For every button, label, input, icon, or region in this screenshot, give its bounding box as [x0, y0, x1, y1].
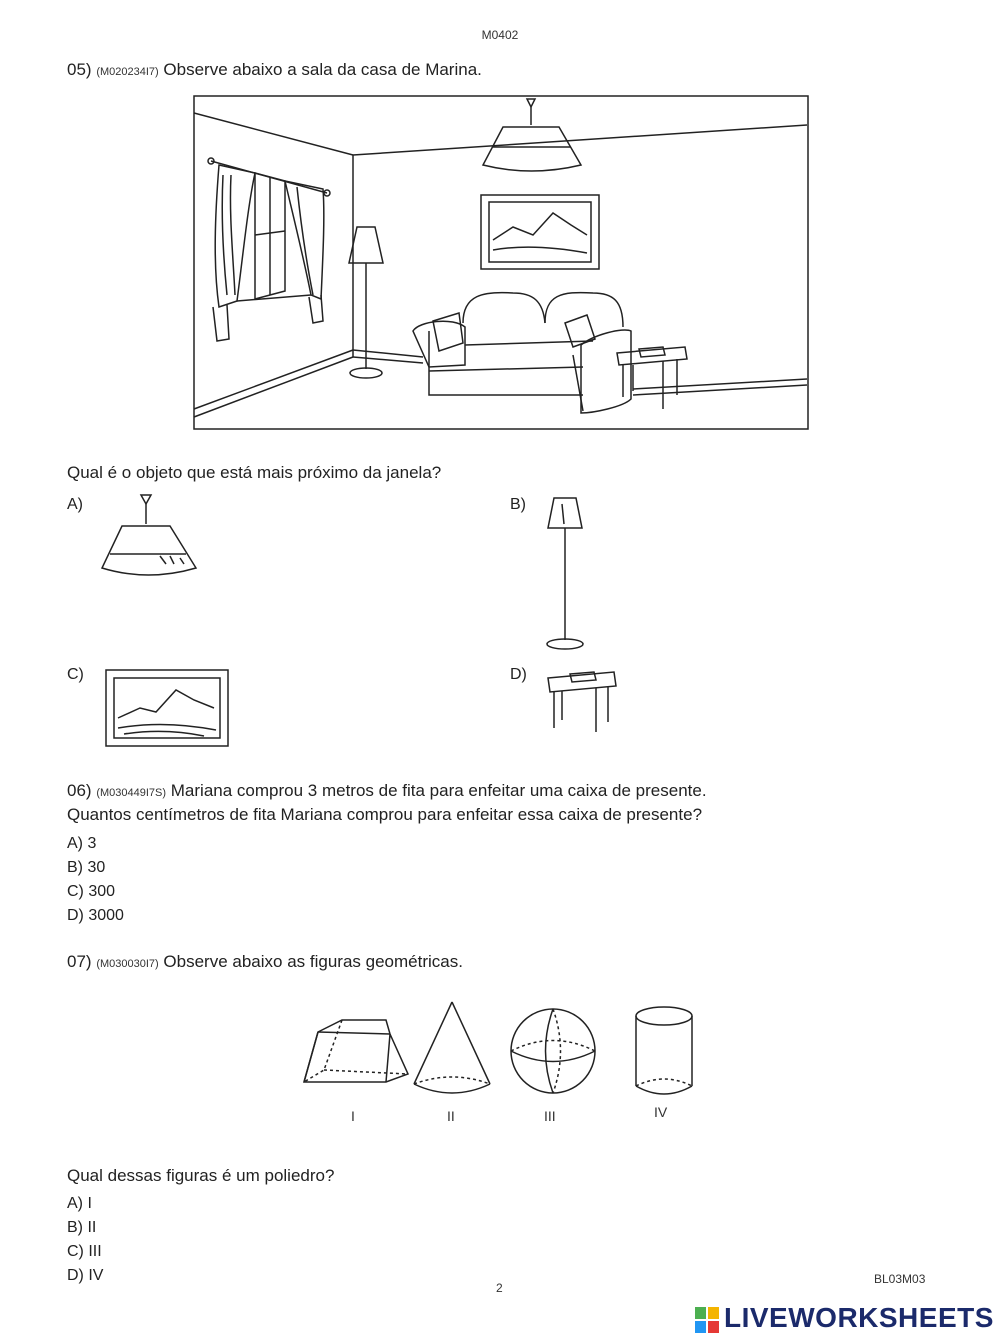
figure-label-iv: IV	[654, 1104, 668, 1120]
liveworksheets-logo-icon	[694, 1306, 720, 1334]
q05-text: Observe abaixo a sala da casa de Marina.	[163, 60, 482, 79]
q07-question: Qual dessas figuras é um poliedro?	[67, 1166, 335, 1185]
sphere-figure	[508, 1006, 598, 1096]
q05-option-a-label[interactable]: A)	[67, 496, 83, 513]
figure-label-iii: III	[544, 1108, 556, 1124]
truncated-pyramid-figure	[300, 1014, 410, 1084]
q05-option-c-label[interactable]: C)	[67, 666, 84, 683]
cone-figure	[410, 1000, 494, 1100]
floor-lamp-icon	[540, 494, 590, 652]
q07-heading	[67, 952, 463, 972]
living-room-illustration	[193, 95, 809, 430]
q06-answer-d[interactable]: D) 3000	[67, 907, 124, 924]
q06-answer-list	[67, 832, 124, 928]
q07-answer-b[interactable]: B) II	[67, 1219, 97, 1236]
framed-picture-icon	[104, 668, 230, 748]
q07-number: 07)	[67, 952, 92, 971]
q07-answer-c[interactable]: C) III	[67, 1243, 102, 1260]
cylinder-figure	[632, 1004, 696, 1100]
q07-text: Observe abaixo as figuras geométricas.	[163, 952, 463, 971]
q05-number: 05)	[67, 60, 92, 79]
q06-heading	[67, 781, 707, 801]
q06-answer-c[interactable]: C) 300	[67, 883, 116, 900]
side-table-icon	[544, 666, 620, 736]
footer-code: BL03M03	[874, 1272, 926, 1286]
ceiling-lamp-icon	[100, 492, 200, 580]
q05-option-d-label[interactable]: D)	[510, 666, 527, 683]
figure-label-i: I	[351, 1108, 355, 1124]
q05-heading	[67, 60, 482, 80]
q07-answer-d[interactable]: D) IV	[67, 1267, 104, 1284]
figure-label-ii: II	[447, 1108, 455, 1124]
page-header-code: M0402	[481, 28, 519, 42]
q06-answer-a[interactable]: A) 3	[67, 835, 97, 852]
q06-answer-b[interactable]: B) 30	[67, 859, 106, 876]
q05-option-b-label[interactable]: B)	[510, 496, 526, 513]
page-number: 2	[496, 1281, 503, 1295]
liveworksheets-brand[interactable]: LIVEWORKSHEETS	[724, 1302, 994, 1333]
q07-code: (M030030I7)	[96, 958, 159, 970]
q05-question: Qual é o objeto que está mais próximo da janela?	[67, 463, 442, 482]
q05-code: (M020234I7)	[96, 66, 159, 78]
q06-number: 06)	[67, 781, 92, 800]
q06-text: Mariana comprou 3 metros de fita para enfeitar uma caixa de presente.	[170, 781, 707, 800]
q06-code: (M030449I7S)	[96, 787, 167, 799]
q07-answer-list	[67, 1192, 103, 1288]
q06-question: Quantos centímetros de fita Mariana comprou para enfeitar essa caixa de presente?	[67, 805, 703, 824]
q07-answer-a[interactable]: A) I	[67, 1195, 92, 1212]
